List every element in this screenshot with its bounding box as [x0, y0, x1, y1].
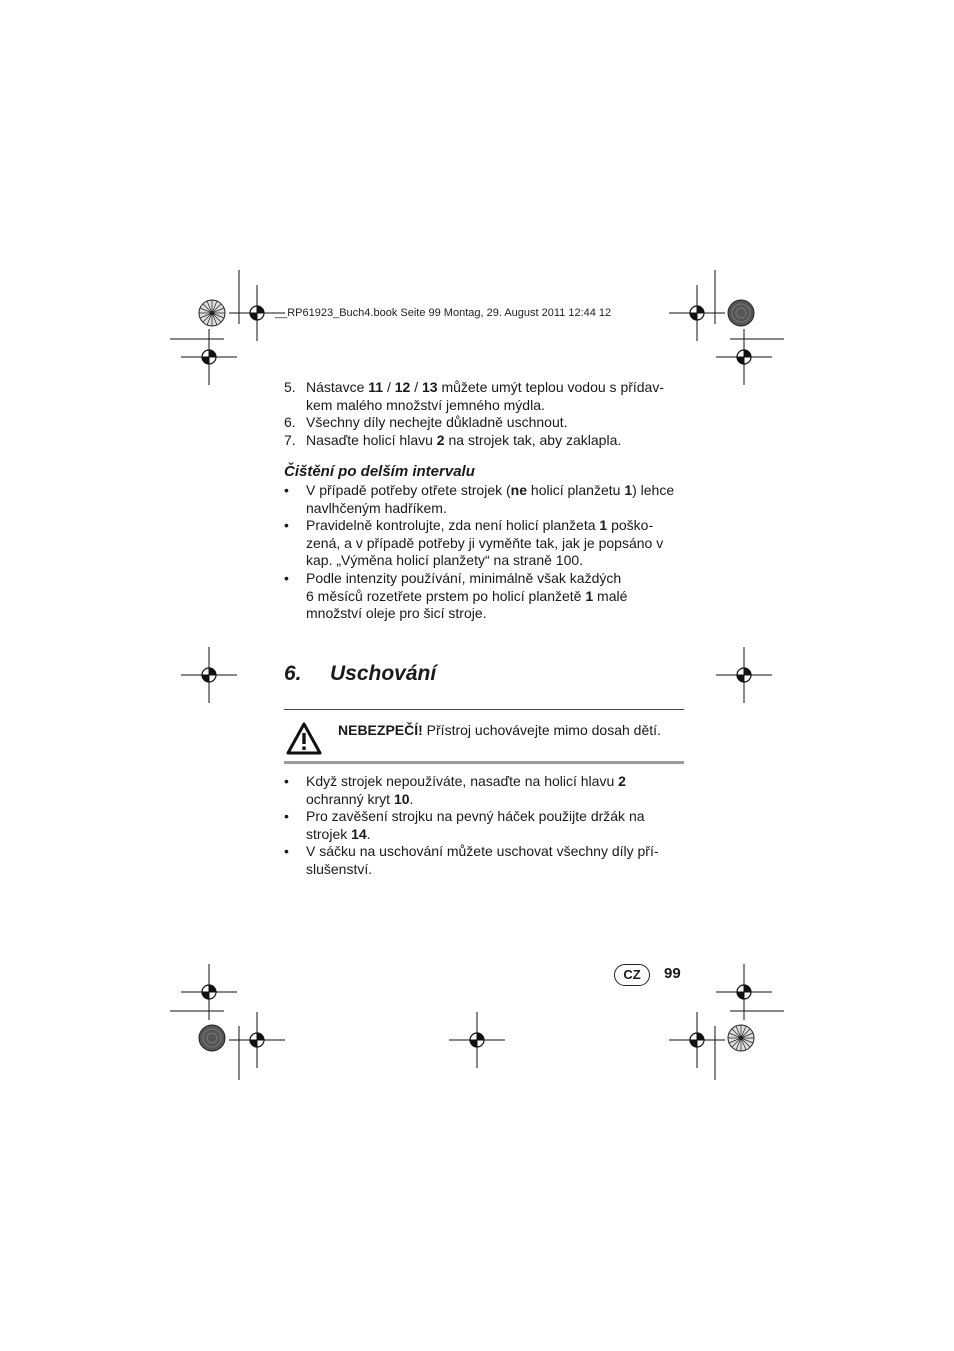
text-run: množství oleje pro šicí stroje. — [306, 605, 487, 622]
list-item — [284, 773, 686, 808]
text-run: ) lehce — [632, 481, 675, 498]
warning-text — [338, 722, 661, 738]
bold-reference: 14 — [351, 825, 367, 842]
bold-reference: 1 — [599, 517, 608, 534]
storage-bullet-list — [284, 773, 686, 879]
bold-reference: 13 — [421, 379, 438, 395]
text-run: Když strojek nepoužíváte, nasaďte na holicí hlavu — [306, 773, 619, 789]
section-title-text: Uschování — [330, 662, 437, 685]
bold-reference: 2 — [618, 773, 626, 789]
bold-reference: ne — [510, 481, 528, 498]
list-item — [284, 432, 686, 450]
text-run: malé — [593, 587, 628, 604]
list-item — [284, 517, 686, 570]
text-run: Podle intenzity používání, minimálně však každých — [306, 569, 622, 586]
text-run: Nasaďte holicí hlavu — [306, 431, 437, 448]
section-title — [284, 662, 436, 686]
main-content — [284, 379, 686, 623]
text-run: 6 měsíců rozetřete prstem po holicí planžetě — [306, 587, 586, 604]
text-run: V sáčku na uschování můžete uschovat všechny díly pří- — [306, 843, 659, 860]
page-number: 99 — [664, 965, 681, 982]
list-item — [284, 482, 686, 517]
text-run: zená, a v případě potřeby ji vyměňte tak, jak je popsáno v — [306, 534, 664, 551]
text-run: holicí planžetu — [527, 481, 625, 498]
text-run: Nástavce — [306, 379, 369, 395]
list-item — [284, 379, 686, 414]
text-run: Všechny díly nechejte důkladně uschnout. — [306, 414, 568, 431]
warning-message: Přístroj uchovávejte mimo dosah dětí. — [422, 722, 661, 738]
list-item — [284, 570, 686, 623]
warning-box — [284, 709, 684, 764]
text-run: navlhčeným hadříkem. — [306, 499, 447, 516]
bold-reference: 10 — [393, 790, 410, 807]
step-list — [284, 379, 686, 449]
list-item — [284, 808, 686, 843]
text-run: kem malého množství jemného mýdla. — [306, 396, 545, 413]
warning-label: NEBEZPEČÍ! — [338, 722, 423, 738]
text-run: Pro zavěšení strojku na pevný háček použijte držák na — [306, 808, 645, 825]
text-run: poško- — [607, 517, 654, 534]
list-number: 6. — [284, 414, 296, 431]
bold-reference: 12 — [394, 379, 411, 395]
text-run: slušenství. — [306, 860, 373, 877]
text-run: / — [410, 379, 422, 395]
language-badge: CZ — [614, 964, 650, 986]
bullet-list — [284, 482, 686, 623]
text-run: Pravidelně kontrolujte, zda není holicí planžeta — [306, 517, 600, 534]
text-run: / — [383, 379, 395, 395]
bold-reference: 2 — [436, 431, 445, 448]
bullet-dot: • — [284, 569, 289, 586]
text-run: . — [409, 790, 414, 807]
bold-reference: 1 — [624, 481, 633, 498]
text-run: na strojek tak, aby zaklapla. — [444, 431, 622, 448]
list-number: 7. — [284, 431, 296, 448]
bullet-dot: • — [284, 808, 289, 825]
list-item — [284, 843, 686, 878]
text-run: ochranný kryt — [306, 790, 394, 807]
subheading: Čištění po delším intervalu — [284, 463, 475, 481]
bold-reference: 1 — [585, 587, 594, 604]
bullet-dot: • — [284, 517, 289, 534]
text-run: . — [366, 825, 371, 842]
bullet-dot: • — [284, 773, 289, 789]
list-number: 5. — [284, 379, 296, 395]
bullet-dot: • — [284, 843, 289, 860]
bold-reference: 11 — [368, 379, 384, 395]
warning-triangle-icon — [286, 722, 322, 756]
text-run: kap. „Výměna holicí planžety“ na straně 100. — [306, 552, 584, 569]
list-item — [284, 414, 686, 432]
bullet-dot: • — [284, 481, 289, 498]
storage-content — [284, 773, 686, 879]
text-run: můžete umýt teplou vodou s přídav- — [437, 379, 665, 395]
text-run: V případě potřeby otřete strojek ( — [306, 481, 511, 498]
file-info-header: __RP61923_Buch4.book Seite 99 Montag, 29. August 2011 12:44 12 — [275, 307, 612, 319]
text-run: strojek — [306, 825, 352, 842]
section-number: 6. — [284, 662, 302, 685]
